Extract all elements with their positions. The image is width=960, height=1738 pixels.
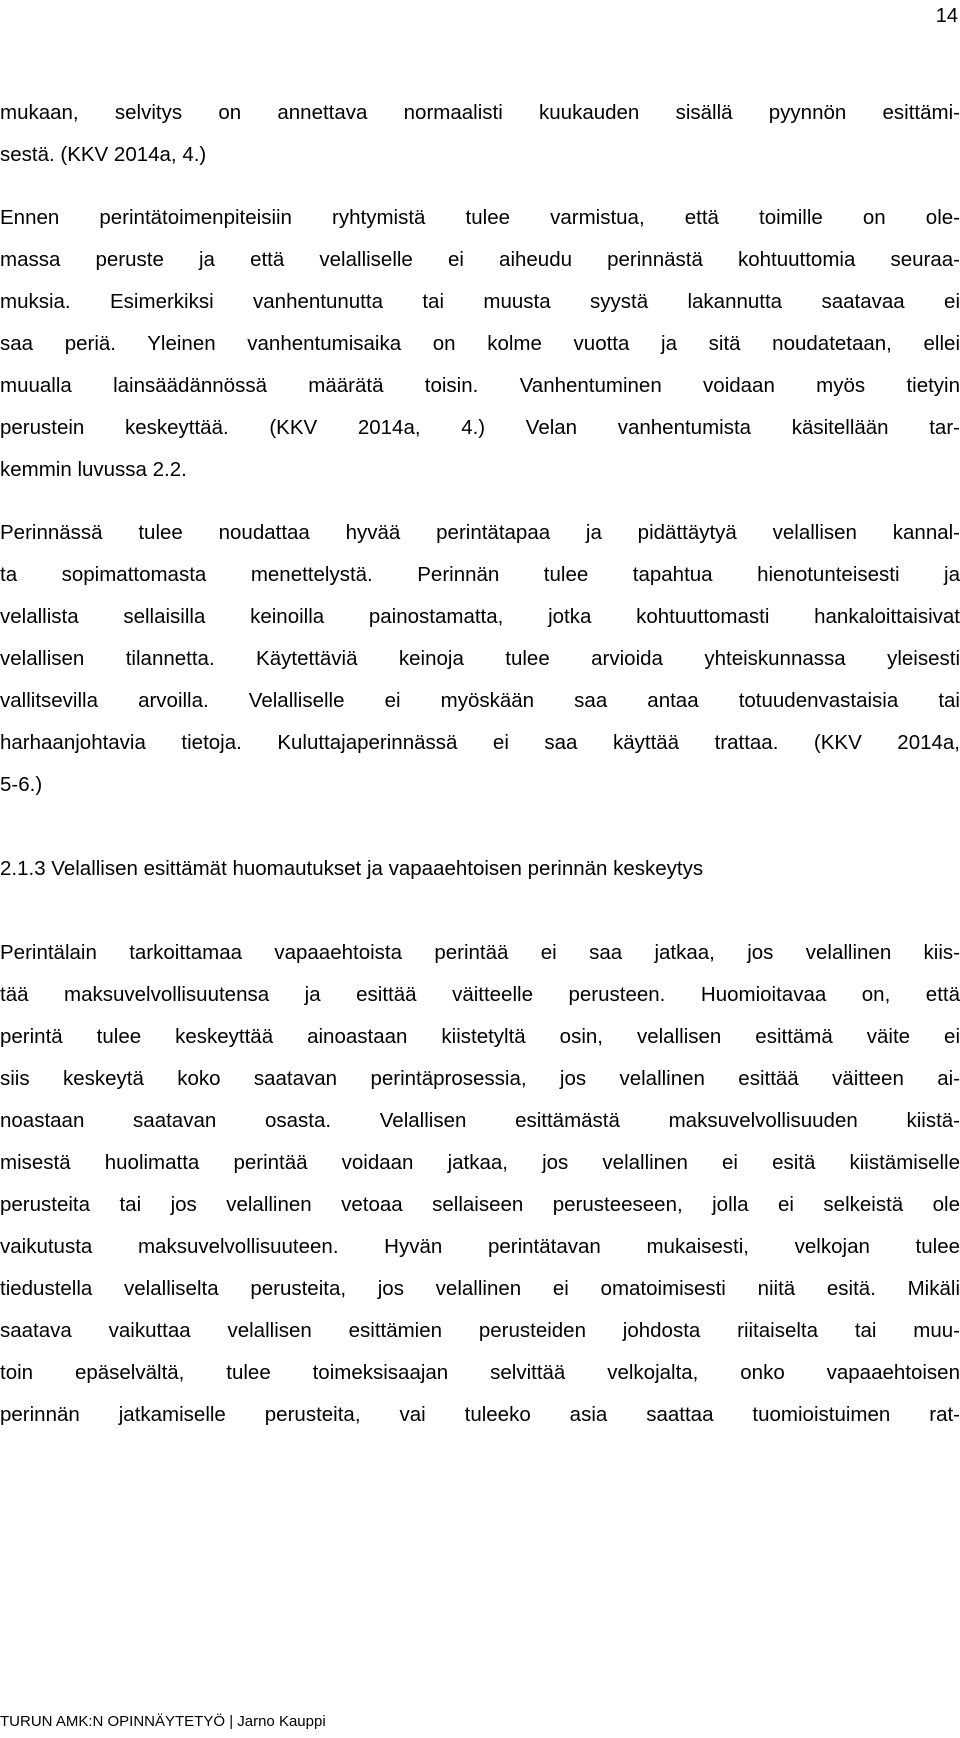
- text-line: Ennen perintätoimenpiteisiin ryhtymistä tulee varmistua, että toimille on ole-: [0, 206, 960, 229]
- text-line: kemmin luvussa 2.2.: [0, 458, 187, 481]
- text-line: saatava vaikuttaa velallisen esittämien perusteiden johdosta riitaiselta tai muu-: [0, 1319, 960, 1342]
- text-line: Perinnässä tulee noudattaa hyvää perintätapaa ja pidättäytyä velallisen kannal-: [0, 521, 960, 544]
- text-line: perustein keskeyttää. (KKV 2014a, 4.) Velan vanhentumista käsitellään tar-: [0, 416, 960, 439]
- text-line: massa peruste ja että velalliselle ei aiheudu perinnästä kohtuuttomia seuraa-: [0, 248, 960, 271]
- text-line: misestä huolimatta perintää voidaan jatkaa, jos velallinen ei esitä kiistämiselle: [0, 1151, 960, 1174]
- text-line: vallitsevilla arvoilla. Velalliselle ei myöskään saa antaa totuudenvastaisia tai: [0, 689, 960, 712]
- text-line: tiedustella velalliselta perusteita, jos velallinen ei omatoimisesti niitä esitä. Mikäli: [0, 1277, 960, 1300]
- text-line: perinnän jatkamiselle perusteita, vai tuleeko asia saattaa tuomioistuimen rat-: [0, 1403, 960, 1426]
- text-line: perintä tulee keskeyttää ainoastaan kiistetyltä osin, velallisen esittämä väite ei: [0, 1025, 960, 1048]
- text-line: harhaanjohtavia tietoja. Kuluttajaperinnässä ei saa käyttää trattaa. (KKV 2014a,: [0, 731, 960, 754]
- text-line: saa periä. Yleinen vanhentumisaika on kolme vuotta ja sitä noudatetaan, ellei: [0, 332, 960, 355]
- text-line: sestä. (KKV 2014a, 4.): [0, 143, 207, 166]
- page-number: 14: [935, 5, 958, 27]
- text-line: toin epäselvältä, tulee toimeksisaajan selvittää velkojalta, onko vapaaehtoisen: [0, 1361, 960, 1384]
- text-line: noastaan saatavan osasta. Velallisen esittämästä maksuvelvollisuuden kiistä-: [0, 1109, 960, 1132]
- text-line: vaikutusta maksuvelvollisuuteen. Hyvän perintätavan mukaisesti, velkojan tulee: [0, 1235, 960, 1258]
- text-line: muksia. Esimerkiksi vanhentunutta tai muusta syystä lakannutta saatavaa ei: [0, 290, 960, 313]
- section-heading: 2.1.3 Velallisen esittämät huomautukset ja vapaaehtoisen perinnän keskeytys: [0, 857, 704, 880]
- text-line: siis keskeytä koko saatavan perintäprosessia, jos velallinen esittää väitteen ai-: [0, 1067, 960, 1090]
- text-line: perusteita tai jos velallinen vetoaa sellaiseen perusteeseen, jolla ei selkeistä ole: [0, 1193, 960, 1216]
- text-line: 5-6.): [0, 773, 43, 796]
- text-line: tää maksuvelvollisuutensa ja esittää väitteelle perusteen. Huomioitavaa on, että: [0, 983, 960, 1006]
- text-line: velallisen tilannetta. Käytettäviä keinoja tulee arvioida yhteiskunnassa yleisesti: [0, 647, 960, 670]
- text-line: mukaan, selvitys on annettava normaalisti kuukauden sisällä pyynnön esittämi-: [0, 101, 960, 124]
- page-footer: TURUN AMK:N OPINNÄYTETYÖ | Jarno Kauppi: [0, 1713, 326, 1730]
- text-line: muualla lainsäädännössä määrätä toisin. Vanhentuminen voidaan myös tietyin: [0, 374, 960, 397]
- text-line: ta sopimattomasta menettelystä. Perinnän tulee tapahtua hienotunteisesti ja: [0, 563, 960, 586]
- text-line: velallista sellaisilla keinoilla painostamatta, jotka kohtuuttomasti hankaloittaisivat: [0, 605, 960, 628]
- text-line: Perintälain tarkoittamaa vapaaehtoista perintää ei saa jatkaa, jos velallinen kiis-: [0, 941, 960, 964]
